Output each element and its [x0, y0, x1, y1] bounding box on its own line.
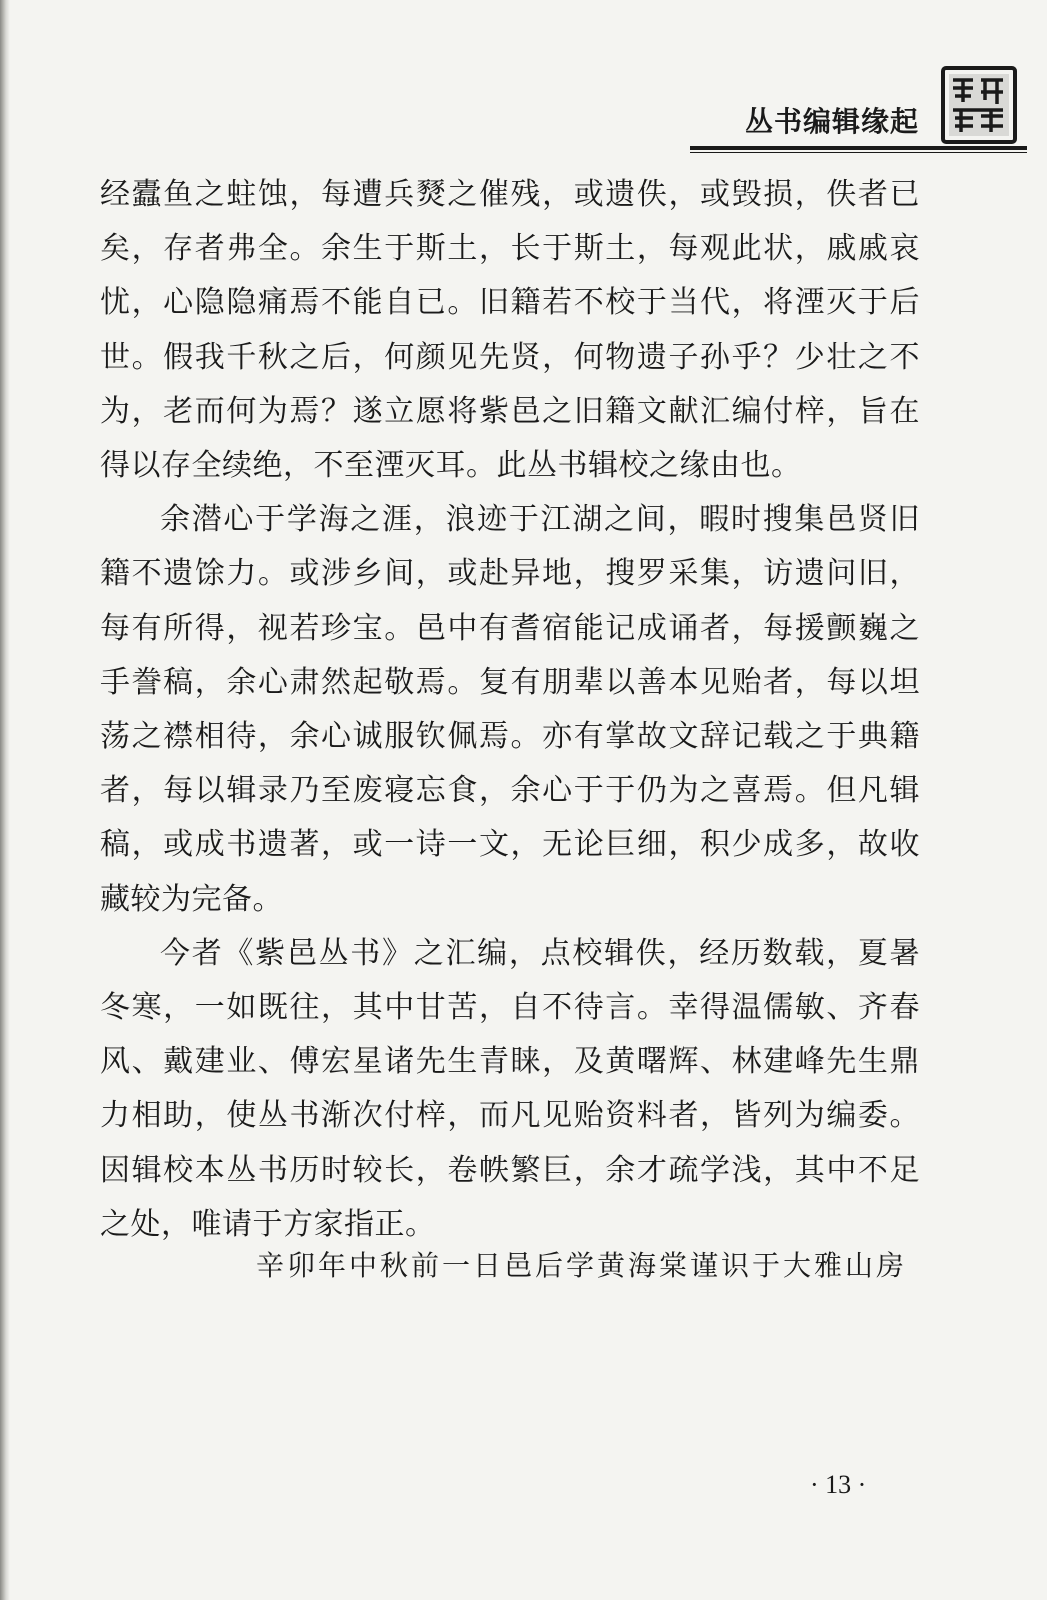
header-rule-thin	[690, 152, 1027, 153]
header-rule	[690, 146, 1027, 150]
running-header-title: 丛书编辑缘起	[744, 105, 919, 138]
paragraph: 余潜心于学海之涯，浪迹于江湖之间，暇时搜集邑贤旧籍不遗馀力。或涉乡间，或赴异地，搜罗采集，访遗问旧，每有所得，视若珍宝。邑中有耆宿能记成诵者，每援颤巍之手誊稿，余心肃然起敬焉。复有朋辈以善本见贻者，每以坦荡之襟相待，余心诚服钦佩焉。亦有掌故文辞记载之于典籍者，每以辑录乃至废寝忘食，余心于于仍为之喜焉。但凡辑稿，或成书遗著，或一诗一文，无论巨细，积少成多，故收藏较为完备。	[100, 502, 920, 917]
paragraph: 今者《紫邑丛书》之汇编，点校辑佚，经历数载，夏暑冬寒，一如既往，其中甘苦，自不待言。幸得温儒敏、齐春风、戴建业、傅宏星诸先生青睐，及黄曙辉、林建峰先生鼎力相助，使丛书渐次付梓，而凡见贻资料者，皆列为编委。因辑校本丛书历时较长，卷帙繁巨，余才疏学浅，其中不足之处，唯请于方家指正。	[100, 935, 920, 1242]
page-gutter-shadow	[0, 0, 10, 1600]
author-signature-line: 辛卯年中秋前一日邑后学黄海棠谨识于大雅山房	[255, 1249, 907, 1282]
square-seal-icon	[941, 66, 1017, 144]
body-text	[100, 168, 920, 1252]
paragraph: 经蠹鱼之蛀蚀，每遭兵燹之催残，或遗佚，或毁损，佚者已矣，存者弗全。余生于斯土，长于斯土，每观此状，戚戚哀忧，心隐隐痛焉不能自已。旧籍若不校于当代，将湮灭于后世。假我千秋之后，何颜见先贤，何物遗子孙乎？少壮之不为，老而何为焉？遂立愿将紫邑之旧籍文献汇编付梓，旨在得以存全续绝，不至湮灭耳。此丛书辑校之缘由也。	[100, 177, 920, 484]
page-number: · 13 ·	[810, 1470, 867, 1499]
